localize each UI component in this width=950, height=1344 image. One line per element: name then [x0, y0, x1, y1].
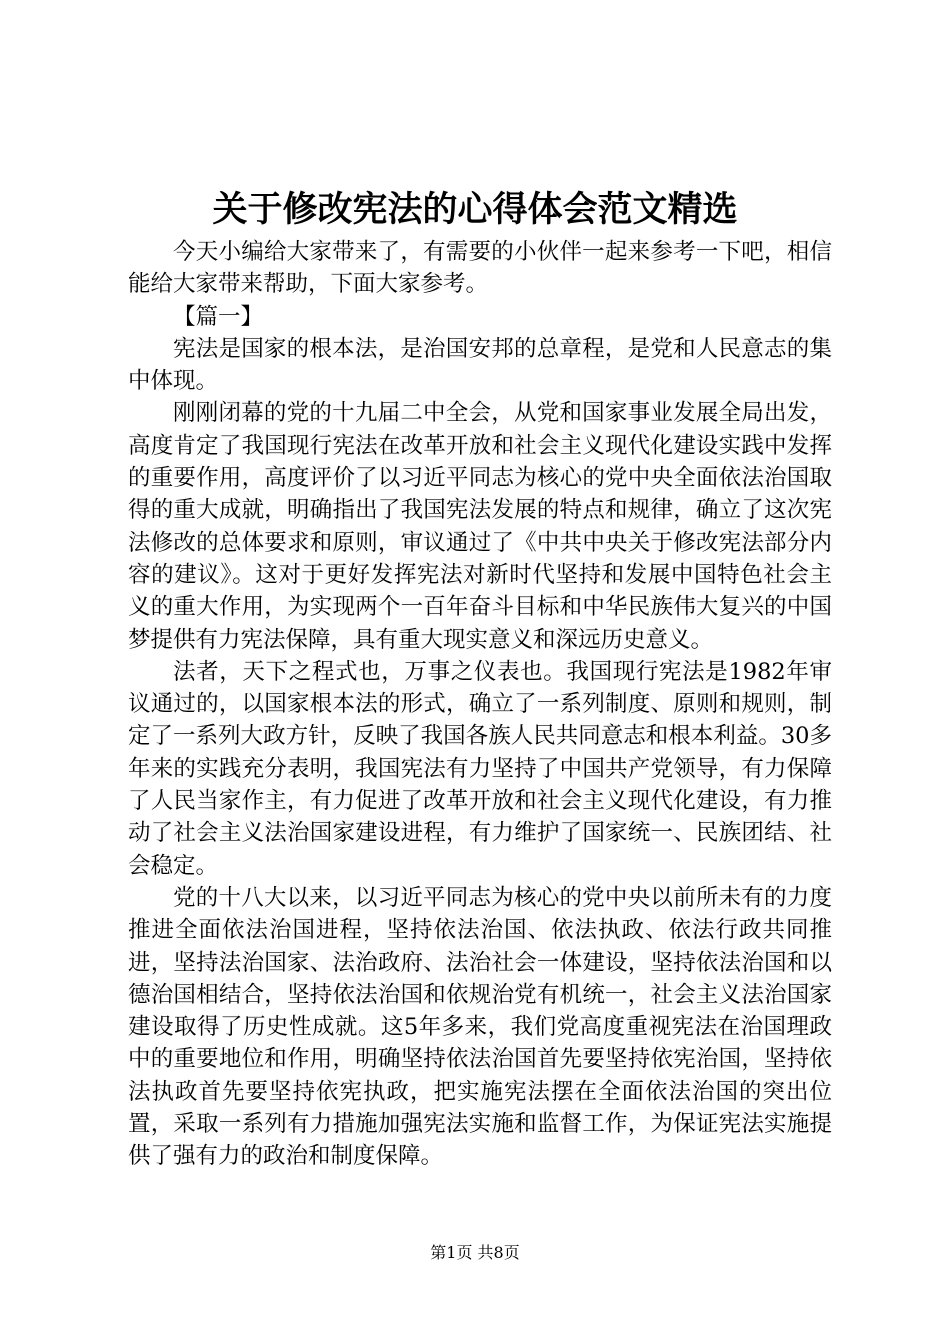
- intro-paragraph: 今天小编给大家带来了，有需要的小伙伴一起来参考一下吧，相信能给大家带来帮助，下面大家参考。: [128, 239, 832, 298]
- document-body: [128, 236, 832, 1173]
- page-footer: 第1页 共8页: [430, 1243, 520, 1262]
- section-label: 【篇一】: [173, 303, 264, 330]
- document-title: 关于修改宪法的心得体会范文精选: [212, 189, 738, 230]
- body-paragraph: 党的十八大以来，以习近平同志为核心的党中央以前所未有的力度推进全面依法治国进程，坚持依法治国、依法执政、依法行政共同推进，坚持法治国家、法治政府、法治社会一体建设，坚持依法治国和以德治国相结合，坚持依法治国和依规治党有机统一，社会主义法治国家建设取得了历史性成就。这5年多来，我们党高度重视宪法在治国理政中的重要地位和作用，明确坚持依法治国首先要坚持依宪治国，坚持依法执政首先要坚持依宪执政，把实施宪法摆在全面依法治国的突出位置，采取一系列有力措施加强宪法实施和监督工作，为保证宪法实施提供了强有力的政治和制度保障。: [128, 884, 832, 1170]
- body-paragraph: 刚刚闭幕的党的十九届二中全会，从党和国家事业发展全局出发，高度肯定了我国现行宪法在改革开放和社会主义现代化建设实践中发挥的重要作用，高度评价了以习近平同志为核心的党中央全面依法治国取得的重大成就，明确指出了我国宪法发展的特点和规律，确立了这次宪法修改的总体要求和原则，审议通过了《中共中央关于修改宪法部分内容的建议》。这对于更好发挥宪法对新时代坚持和发展中国特色社会主义的重大作用，为实现两个一百年奋斗目标和中华民族伟大复兴的中国梦提供有力宪法保障，具有重大现实意义和深远历史意义。: [128, 400, 832, 653]
- body-paragraph: 宪法是国家的根本法，是治国安邦的总章程，是党和人民意志的集中体现。: [128, 335, 832, 395]
- body-paragraph: 法者，天下之程式也，万事之仪表也。我国现行宪法是1982年审议通过的，以国家根本法的形式，确立了一系列制度、原则和规则，制定了一系列大政方针，反映了我国各族人民共同意志和根本利益。30多年来的实践充分表明，我国宪法有力坚持了中国共产党领导，有力保障了人民当家作主，有力促进了改革开放和社会主义现代化建设，有力推动了社会主义法治国家建设进程，有力维护了国家统一、民族团结、社会稳定。: [128, 658, 832, 879]
